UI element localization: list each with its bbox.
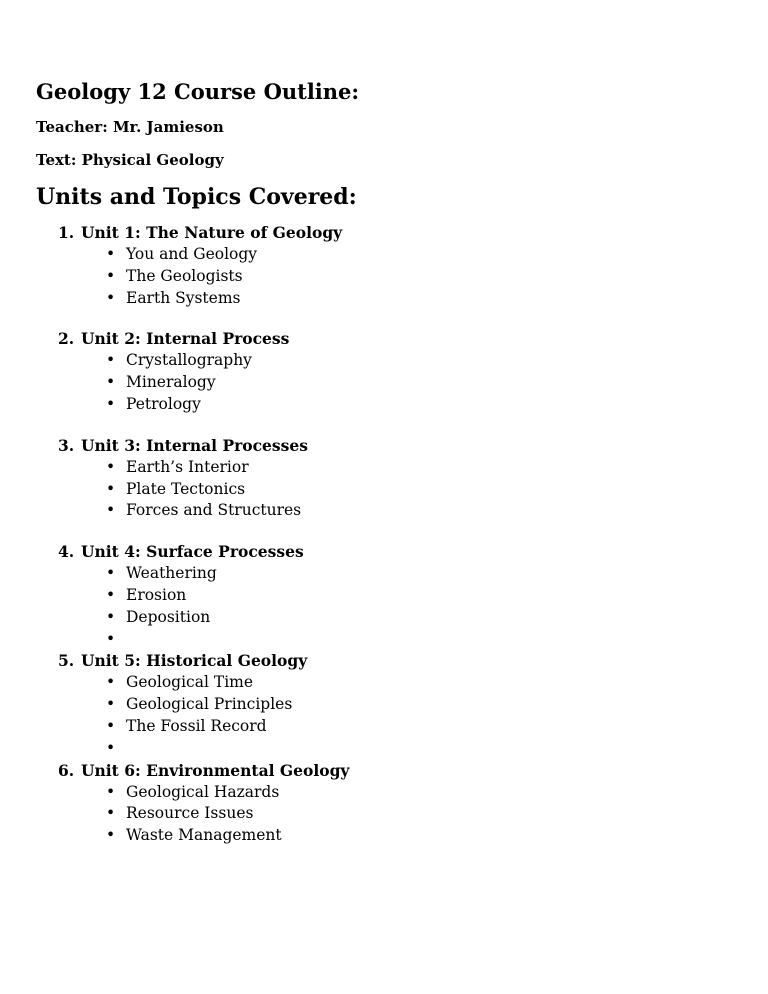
bullet-icon: • bbox=[106, 373, 116, 392]
teacher-line: Teacher: Mr. Jamieson bbox=[36, 118, 224, 136]
unit-number: 6. bbox=[58, 760, 75, 780]
bullet-icon: • bbox=[106, 695, 116, 714]
bullet-icon: • bbox=[106, 738, 116, 757]
bullet-icon: • bbox=[106, 266, 116, 285]
topic-label: You and Geology bbox=[126, 245, 258, 263]
topic-item bbox=[0, 585, 768, 607]
unit-heading bbox=[0, 541, 768, 563]
unit-heading bbox=[0, 328, 768, 350]
topic-item-empty bbox=[0, 629, 768, 651]
bullet-icon: • bbox=[106, 245, 116, 263]
unit-number: 3. bbox=[58, 435, 75, 455]
topic-item bbox=[0, 372, 768, 394]
topic-item bbox=[0, 782, 768, 804]
topic-label: The Geologists bbox=[126, 266, 243, 285]
topic-label: Forces and Structures bbox=[126, 501, 302, 520]
unit-title: Unit 4: Surface Processes bbox=[81, 542, 304, 562]
topic-item bbox=[0, 350, 768, 372]
topic-label: Petrology bbox=[126, 394, 201, 413]
bullet-icon: • bbox=[106, 501, 116, 520]
topic-label: Crystallography bbox=[126, 351, 252, 370]
bullet-icon: • bbox=[106, 479, 116, 498]
topic-item bbox=[0, 500, 768, 522]
units-heading: Units and Topics Covered: bbox=[36, 184, 357, 210]
topic-item bbox=[0, 607, 768, 629]
unit-heading bbox=[0, 760, 768, 782]
topic-item-empty bbox=[0, 738, 768, 760]
topic-item bbox=[0, 825, 768, 847]
unit-number: 5. bbox=[58, 651, 75, 671]
bullet-icon: • bbox=[106, 673, 116, 692]
page-title: Geology 12 Course Outline: bbox=[36, 79, 360, 104]
unit-heading bbox=[0, 650, 768, 672]
topic-item bbox=[0, 563, 768, 585]
bullet-icon: • bbox=[106, 351, 116, 370]
bullet-icon: • bbox=[106, 826, 116, 845]
unit-title: Unit 1: The Nature of Geology bbox=[81, 223, 343, 242]
unit-title: Unit 6: Environmental Geology bbox=[81, 760, 350, 780]
units-list bbox=[0, 222, 768, 866]
unit-title: Unit 3: Internal Processes bbox=[81, 435, 308, 455]
bullet-icon: • bbox=[106, 585, 116, 604]
topic-item bbox=[0, 672, 768, 694]
topic-item bbox=[0, 244, 768, 266]
topic-label: Geological Time bbox=[126, 673, 254, 692]
unit-title: Unit 5: Historical Geology bbox=[81, 651, 308, 671]
bullet-icon: • bbox=[106, 394, 116, 413]
topic-item bbox=[0, 479, 768, 501]
bullet-icon: • bbox=[106, 564, 116, 583]
bullet-icon: • bbox=[106, 782, 116, 801]
topic-label: Geological Principles bbox=[126, 695, 293, 714]
topic-label: Plate Tectonics bbox=[126, 479, 246, 498]
bullet-icon: • bbox=[106, 457, 116, 476]
textbook-line: Text: Physical Geology bbox=[36, 151, 224, 169]
topic-label: Mineralogy bbox=[126, 373, 216, 392]
bullet-icon: • bbox=[106, 629, 116, 648]
topic-label: Earth Systems bbox=[126, 288, 241, 307]
topic-item bbox=[0, 266, 768, 288]
topic-item bbox=[0, 803, 768, 825]
bullet-icon: • bbox=[106, 804, 116, 823]
topic-label: Weathering bbox=[126, 564, 217, 583]
topic-label: Erosion bbox=[126, 585, 187, 604]
topic-item bbox=[0, 716, 768, 738]
topic-label: Waste Management bbox=[126, 826, 282, 845]
topic-item bbox=[0, 457, 768, 479]
unit-item bbox=[0, 435, 768, 522]
topic-item bbox=[0, 288, 768, 310]
unit-title: Unit 2: Internal Process bbox=[81, 329, 290, 349]
topic-label: Resource Issues bbox=[126, 804, 254, 823]
unit-number: 4. bbox=[58, 542, 75, 562]
topic-label: Geological Hazards bbox=[126, 782, 280, 801]
topic-item bbox=[0, 694, 768, 716]
unit-item bbox=[0, 328, 768, 415]
topic-label: Earth’s Interior bbox=[126, 457, 249, 476]
unit-item bbox=[0, 760, 768, 847]
bullet-icon: • bbox=[106, 716, 116, 735]
unit-item bbox=[0, 222, 768, 309]
unit-number: 1. bbox=[58, 223, 75, 242]
bullet-icon: • bbox=[106, 288, 116, 307]
topic-label: The Fossil Record bbox=[126, 716, 267, 735]
unit-item bbox=[0, 650, 768, 759]
bullet-icon: • bbox=[106, 607, 116, 626]
unit-item bbox=[0, 541, 768, 650]
topic-item bbox=[0, 394, 768, 416]
unit-number: 2. bbox=[58, 329, 75, 349]
unit-heading bbox=[0, 222, 768, 244]
topic-label: Deposition bbox=[126, 607, 211, 626]
unit-heading bbox=[0, 435, 768, 457]
